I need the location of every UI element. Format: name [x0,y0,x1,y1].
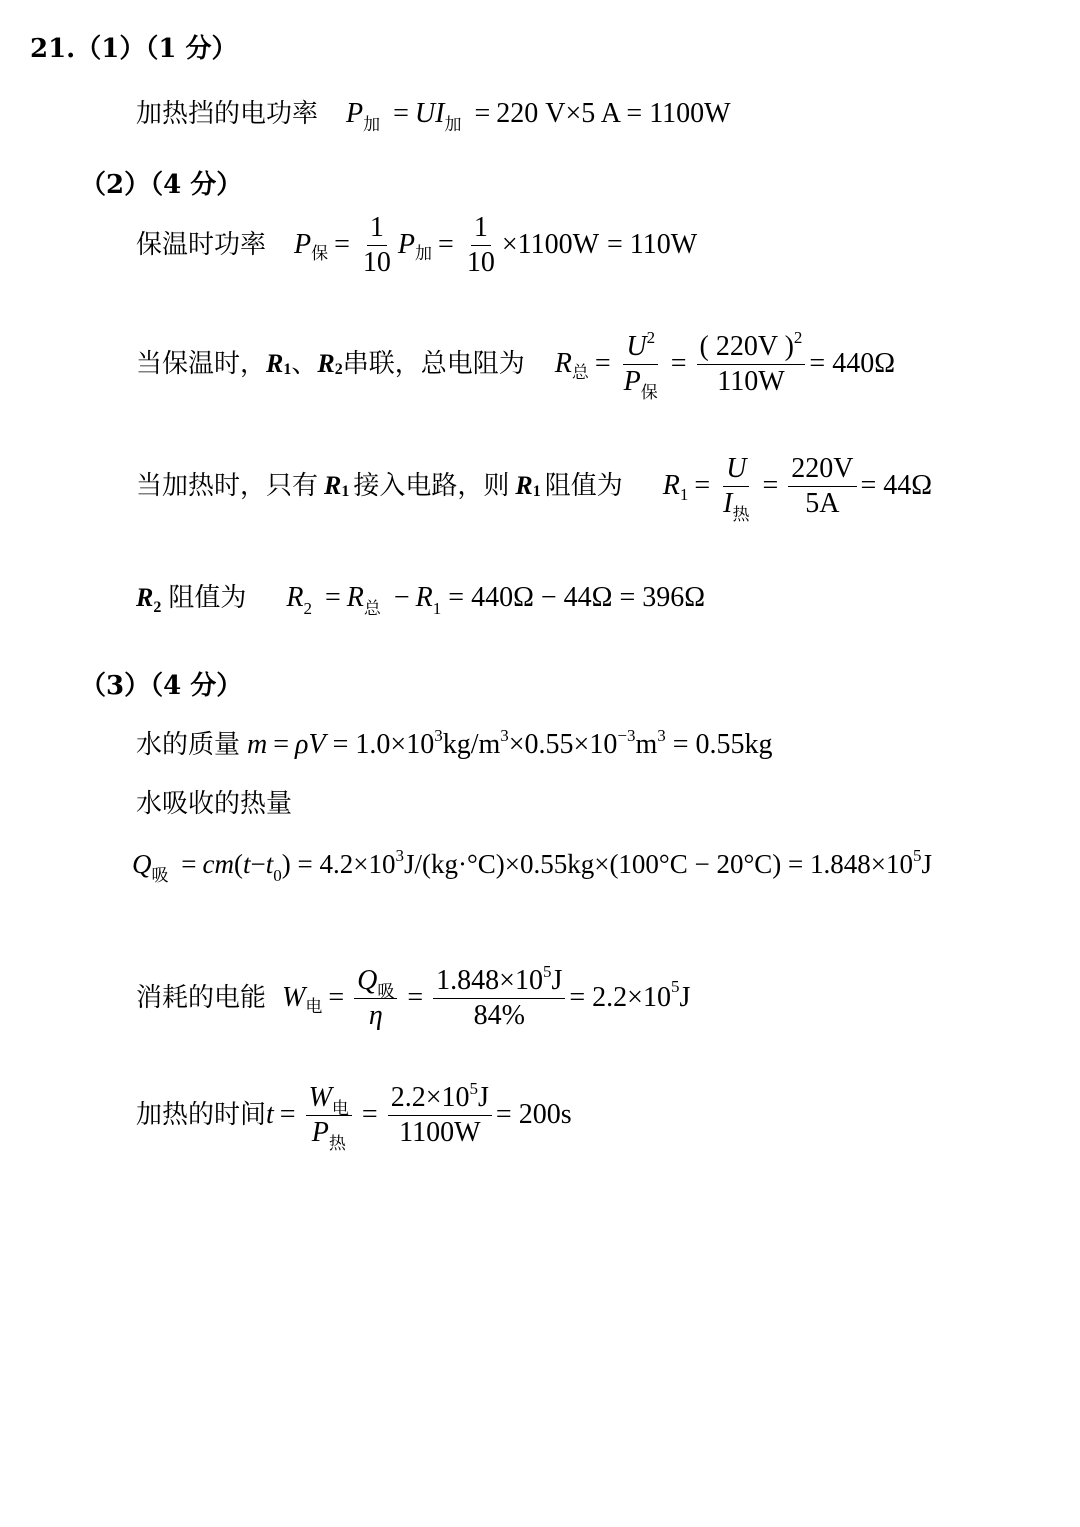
part-1-marker: （1） [75,34,146,64]
symbol-cm: cm [202,849,234,879]
part-2-line-4-result: = 440Ω − 44Ω = 396Ω [448,582,706,613]
part-2-line-3-label-a: 当加热时，只有 [136,471,319,500]
exponent-5: 5 [542,961,552,981]
part-3-line-5-result: = 200s [495,1099,572,1130]
fraction-u2-over-p [621,327,661,402]
subscript-re: 热 [732,504,750,524]
part-2-line-2-result: = 440Ω [809,348,896,379]
subscript-xi: 吸 [377,981,395,1001]
symbol-r2: R [317,349,335,378]
symbol-i: I [723,487,733,519]
question-number: 21. [30,34,76,64]
fraction-220-over-5 [788,452,856,519]
exponent-3: 3 [434,726,443,745]
subscript-jia: 加 [415,243,433,263]
symbol-r1: R [324,471,342,500]
part-3-marker: （3） [80,671,151,701]
subscript-zong: 总 [571,362,589,382]
part-2-line-4-label: 阻值为 [168,583,247,612]
symbol-r: R [346,582,364,613]
fraction-22-over-1100 [388,1078,492,1148]
subscript-dian: 电 [305,996,323,1016]
part-2-line-2-label-b: 串联，总电阻为 [342,349,525,378]
part-2-total-resistance: 当保温时， R 1 、 R 2 串联，总电阻为 R 总 = $\frac{U^2}{P_保}$ = $\frac{( 220V )^2}{110W}$ = 440Ω [136,327,896,402]
subscript-dian: 电 [331,1098,349,1118]
symbol-r2: R [136,583,154,612]
part-3-line-1-result: = 0.55kg [672,729,773,760]
symbol-v: V [308,729,326,760]
subscript-1: 1 [283,361,292,378]
part-3-line-1-a: = 1.0×10 [332,729,435,760]
numerator-22: 2.2×10 [390,1081,470,1113]
symbol-r: R [286,582,304,613]
subscript-1: 1 [341,483,350,500]
symbol-p: P [623,365,641,397]
part-3-line-1-d: m [635,729,658,760]
subscript-1: 1 [679,484,689,504]
numerator-220v: ( 220V ) [699,330,794,362]
symbol-p: P [311,1116,329,1148]
fraction-220-squared [697,327,806,397]
part-3-heat-absorbed: $Q_吸 = cm(t-t_0) = 4.2\times 10^3J/(kg\cdot^\circ C)\times 0.55kg\times(100^\circ C - 20^\circ C) = 1.848\times 10^5J$ [132,846,932,885]
fraction-numerator: 1 [471,214,491,246]
exponent-2: 2 [793,327,803,347]
symbol-w: W [282,982,306,1013]
exponent-5: 5 [469,1078,479,1098]
part-2-line-3-label-b: 接入电路，则 [353,471,510,500]
exponent-5: 5 [912,846,922,865]
fraction-one-tenth [360,211,394,278]
symbol-r1: R [515,471,533,500]
subscript-0: 0 [273,866,282,885]
symbol-u: U [726,452,747,484]
part-2-marker: （2） [80,170,151,200]
part-1-power-line: 加热挡的电功率 $P_加 = UI_加 = 220$ V×5 A = 1100W [136,98,731,134]
part-3-line-2-label: 水吸收的热量 [136,789,293,819]
subscript-bao: 保 [640,382,658,402]
denominator-110w: 110W [717,365,785,397]
fraction-denominator: 10 [466,246,495,278]
part-1-label: 加热挡的电功率 [136,99,319,128]
symbol-q: Q [132,849,152,879]
symbol-p: P [397,229,416,260]
subscript-xi: 吸 [151,866,169,885]
part-2-line-3-result: = 44Ω [860,470,933,501]
subscript-1: 1 [532,483,541,500]
unit-j: J [551,964,563,996]
fraction-one-tenth [464,211,498,278]
symbol-rho: ρ [295,729,309,760]
symbol-p: P [346,98,364,129]
exponent-3: 3 [395,846,404,865]
denominator-5a: 5A [805,487,840,519]
subscript-2: 2 [334,361,343,378]
symbol-t: t [242,849,251,879]
exponent-2: 2 [646,327,656,347]
part-2-r1-value: 当加热时，只有 R 1 接入电路，则 R 1 阻值为 R 1 = $\frac{U}{I_热}$ = $\frac{220V}{5A}$ = 44Ω [136,452,933,524]
part-2-score: （4 分） [150,170,243,200]
symbol-q: Q [357,964,378,996]
part-3-heating-time: 加热的时间 t = $\frac{W_电}{P_热}$ = $\frac{2.2\times 10^5J}{1100W}$ = 200s [136,1078,572,1153]
part-1-result: 220 V×5 A = 1100W [496,98,731,129]
exponent-5: 5 [670,976,680,996]
part-3-line-3-b: J/(kg·°C)×0.55kg×(100°C − 20°C) = 1.848×10 [403,849,913,879]
part-2-line-1-label: 保温时功率 [136,230,267,259]
part-2-r2-value: $R_2$ 阻值为 $R_2 = R_总 - R_1 = 440\Omega - 44\Omega = 396\Omega$ [136,582,706,618]
part-2-line-3-label-c: 阻值为 [544,471,623,500]
unit-j: J [478,1081,489,1113]
part-3-electric-energy: 消耗的电能 W 电 = $\frac{Q_吸}{\eta}$ = $\frac{1.848\times 10^5J}{84\%}$ = 2.2×10 5 J [136,961,691,1031]
part-3-line-1-b: kg/m [442,729,501,760]
part-2-line-1-mult: ×1100W [501,229,600,260]
denominator-84: 84% [473,999,525,1031]
symbol-eta: η [368,999,383,1031]
subscript-2: 2 [153,599,162,616]
fraction-w-over-p [306,1081,352,1153]
subscript-bao: 保 [311,243,329,263]
subscript-jia: 加 [444,115,462,134]
separator: 、 [291,349,318,378]
part-3-line-1-label: 水的质量 [136,730,241,759]
subscript-1: 1 [432,599,442,618]
subscript-zong: 总 [363,599,381,618]
symbol-r: R [415,582,433,613]
part-3-line-3-a: = 4.2×10 [297,849,396,879]
exponent-minus-3: −3 [617,726,636,745]
unit-j: J [921,849,932,879]
numerator-1848: 1.848×10 [436,964,543,996]
exponent-3: 3 [657,726,666,745]
symbol-i: I [435,98,445,129]
fraction-q-over-eta [354,964,397,1031]
symbol-r: R [662,470,680,501]
part-3-score: （4 分） [150,671,243,701]
numerator-220v: 220V [788,455,856,487]
fraction-1848-over-84 [433,961,565,1031]
part-2-line-2-label-a: 当保温时， [136,349,267,378]
denominator-1100: 1100W [399,1116,481,1148]
symbol-r: R [554,348,572,379]
part-1-score: （1 分） [145,34,238,64]
unit-j: J [679,982,691,1013]
subscript-re: 热 [328,1133,346,1153]
question-header [30,36,237,62]
part-3-line-4-result: = 2.2×10 [569,982,671,1013]
part-3-line-4-label: 消耗的电能 [136,983,267,1012]
part-3-header [80,673,242,699]
symbol-u: U [626,330,647,362]
symbol-p: P [294,229,312,260]
part-3-line-1-c: ×0.55×10 [508,729,618,760]
symbol-t: t [266,1099,274,1130]
part-2-header [80,172,242,198]
part-2-keep-warm-power: 保温时功率 P 保 = $\frac{1}{10}$ P 加 = $\frac{1}{10}$ ×1100W = 110W [136,211,698,278]
symbol-t0: t [265,849,274,879]
part-2-line-1-result: = 110W [607,229,698,260]
symbol-m: m [247,729,268,760]
part-3-line-5-label: 加热的时间 [136,1100,267,1129]
exponent-3: 3 [500,726,509,745]
fraction-numerator: 1 [367,214,387,246]
part-3-heat-label [136,791,292,817]
subscript-2: 2 [303,599,312,618]
fraction-u-over-i [720,452,752,524]
symbol-w: W [308,1081,332,1113]
part-3-water-mass: 水的质量 $m = \rho V = 1.0\times 10^3kg/m^3\times 0.55\times 10^{-3}m^3 = 0.55kg$ [136,726,773,760]
fraction-denominator: 10 [362,246,391,278]
symbol-r1: R [266,349,284,378]
symbol-u: U [414,98,436,129]
subscript-jia: 加 [363,115,381,134]
